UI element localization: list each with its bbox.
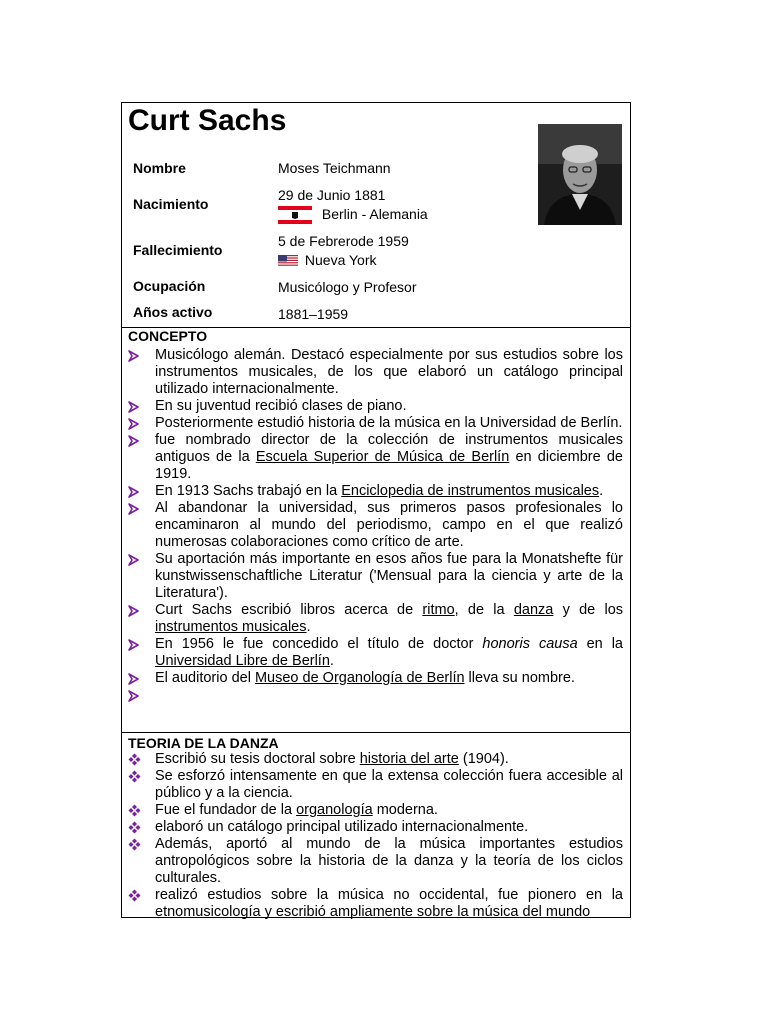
list-item-text [155,670,575,686]
arrow-bullet-icon [128,687,144,704]
nacimiento-place: Berlin - Alemania [321,206,428,222]
nombre-label: Nombre [133,160,186,176]
text-run: moderna. [372,802,438,818]
link[interactable]: Museo de Organología de Berlín [254,670,465,686]
text-run: en diciembre de 1919. [155,449,623,482]
list-item [128,751,623,768]
diamond-bullet-icon [128,836,144,853]
arrow-bullet-icon [128,500,144,517]
list-item [128,398,623,415]
list-item-text [155,602,623,635]
diamond-bullet-icon [128,802,144,819]
arrow-bullet-icon [128,602,144,619]
arrow-bullet-icon [128,432,144,449]
infobox [122,103,630,328]
list-item [128,887,623,921]
page-title: Curt Sachs [128,104,287,137]
text-run: Musicólogo alemán. Destacó especialmente por sus estudios sobre los instrumentos musicales, de los que elaboró un catálogo principal utilizado internacionalmente. [155,347,623,397]
text-run: realizó estudios sobre la música no occidental, fue pionero en la etnomusicología y escribió ampliamente sobre la música del mundo [155,887,623,920]
list-item-text [155,398,407,414]
diamond-bullet-icon [128,887,144,904]
link[interactable]: historia del arte [359,751,459,767]
text-run: El auditorio del [155,670,255,686]
list-item [128,836,623,887]
fallecimiento-date: 5 de Febrerode 1959 [278,233,409,249]
text-run: fue nombrado director de la colección de instrumentos musicales antiguos de la [155,432,623,465]
list-item-text [155,636,623,669]
list-item-text [155,687,159,703]
text-run: Se esforzó intensamente en que la extensa colección fuera accesible al público y a la ciencia. [155,768,623,801]
list-item [128,687,623,704]
berlin-flag-icon [278,206,312,224]
teoria-list [128,751,623,921]
arrow-bullet-icon [128,670,144,687]
nacimiento-date: 29 de Junio 1881 [278,187,386,203]
text-run: En 1956 le fue concedido el título de doctor [155,636,483,652]
list-item [128,768,623,802]
arrow-bullet-icon [128,415,144,432]
link[interactable]: danza [513,602,554,618]
text-run: lleva su nombre. [464,670,575,686]
list-item-text [155,802,438,818]
list-item-text [155,768,623,801]
concepto-list [128,347,623,704]
diamond-bullet-icon [128,819,144,836]
nacimiento-label: Nacimiento [133,196,209,212]
list-item-text [155,551,623,601]
ocupacion-value: Musicólogo y Profesor [278,279,417,295]
text-run: Escribió su tesis doctoral sobre [155,751,360,767]
arrow-bullet-icon [128,398,144,415]
nombre-value: Moses Teichmann [278,160,391,176]
text-run: , de la [454,602,514,618]
text-run: Posteriormente estudió historia de la música en la Universidad de Berlín. [155,415,623,431]
list-item-text [155,819,528,835]
list-item [128,551,623,602]
list-item [128,602,623,636]
arrow-bullet-icon [128,551,144,568]
list-item-text [155,483,603,499]
document-card [121,102,631,918]
diamond-bullet-icon [128,768,144,785]
text-run: y de los [553,602,624,618]
arrow-bullet-icon [128,347,144,364]
text-run: . [306,619,311,635]
fallecimiento-place-row [278,252,377,268]
list-item-text [155,836,623,886]
list-item [128,802,623,819]
link[interactable]: Enciclopedia de instrumentos musicales [341,483,600,499]
text-run: Al abandonar la universidad, sus primeros pasos profesionales lo encaminaron al mundo del periodismo, campo en el que realizó numerosas colaboraciones como crítico de arte. [155,500,623,550]
list-item-text [155,500,623,550]
fallecimiento-place: Nueva York [304,252,377,268]
text-run: Su aportación más importante en esos años fue para la Monatshefte für kunstwissenschaftliche Literatur ('Mensual para la ciencia y arte de la Literatura'). [155,551,623,601]
list-item [128,432,623,483]
emphasis-text: honoris causa [482,636,578,652]
arrow-bullet-icon [128,483,144,500]
usa-flag-icon [278,255,298,267]
ocupacion-label: Ocupación [133,278,206,294]
text-run: Fue el fundador de la [155,802,297,818]
teoria-title: TEORIA DE LA DANZA [128,735,279,751]
list-item-text [155,432,623,482]
fallecimiento-label: Fallecimiento [133,242,223,258]
concepto-title: CONCEPTO [128,328,208,344]
text-run: (1904). [458,751,509,767]
list-item [128,415,623,432]
list-item [128,636,623,670]
link[interactable]: instrumentos musicales [155,619,307,635]
anos-activo-label: Años activo [133,304,213,320]
text-run: . [329,653,334,669]
link[interactable]: organología [296,802,373,818]
text-run: elaboró un catálogo principal utilizado internacionalmente. [155,819,529,835]
list-item [128,500,623,551]
list-item [128,819,623,836]
text-run: En 1913 Sachs trabajó en la [155,483,342,499]
text-run: en la [577,636,623,652]
list-item [128,483,623,500]
arrow-bullet-icon [128,636,144,653]
portrait-photo [538,124,622,225]
list-item-text [155,751,509,767]
nacimiento-place-row [278,206,428,224]
text-run: En su juventud recibió clases de piano. [155,398,407,414]
teoria-section [122,733,630,918]
list-item [128,347,623,398]
diamond-bullet-icon [128,751,144,768]
text-run: Además, aportó al mundo de la música importantes estudios antropológicos sobre la historia de la danza y la teoría de los ciclos culturales. [155,836,623,886]
list-item-text [155,415,622,431]
link[interactable]: ritmo [422,602,455,618]
concepto-section [122,328,630,733]
list-item-text [155,347,623,397]
anos-activo-value: 1881–1959 [278,306,349,322]
link[interactable]: Escuela Superior de Música de Berlín [255,449,510,465]
link[interactable]: Universidad Libre de Berlín [155,653,330,669]
text-run: Curt Sachs escribió libros acerca de [155,602,423,618]
text-run: . [599,483,604,499]
list-item-text [155,887,623,920]
list-item [128,670,623,687]
